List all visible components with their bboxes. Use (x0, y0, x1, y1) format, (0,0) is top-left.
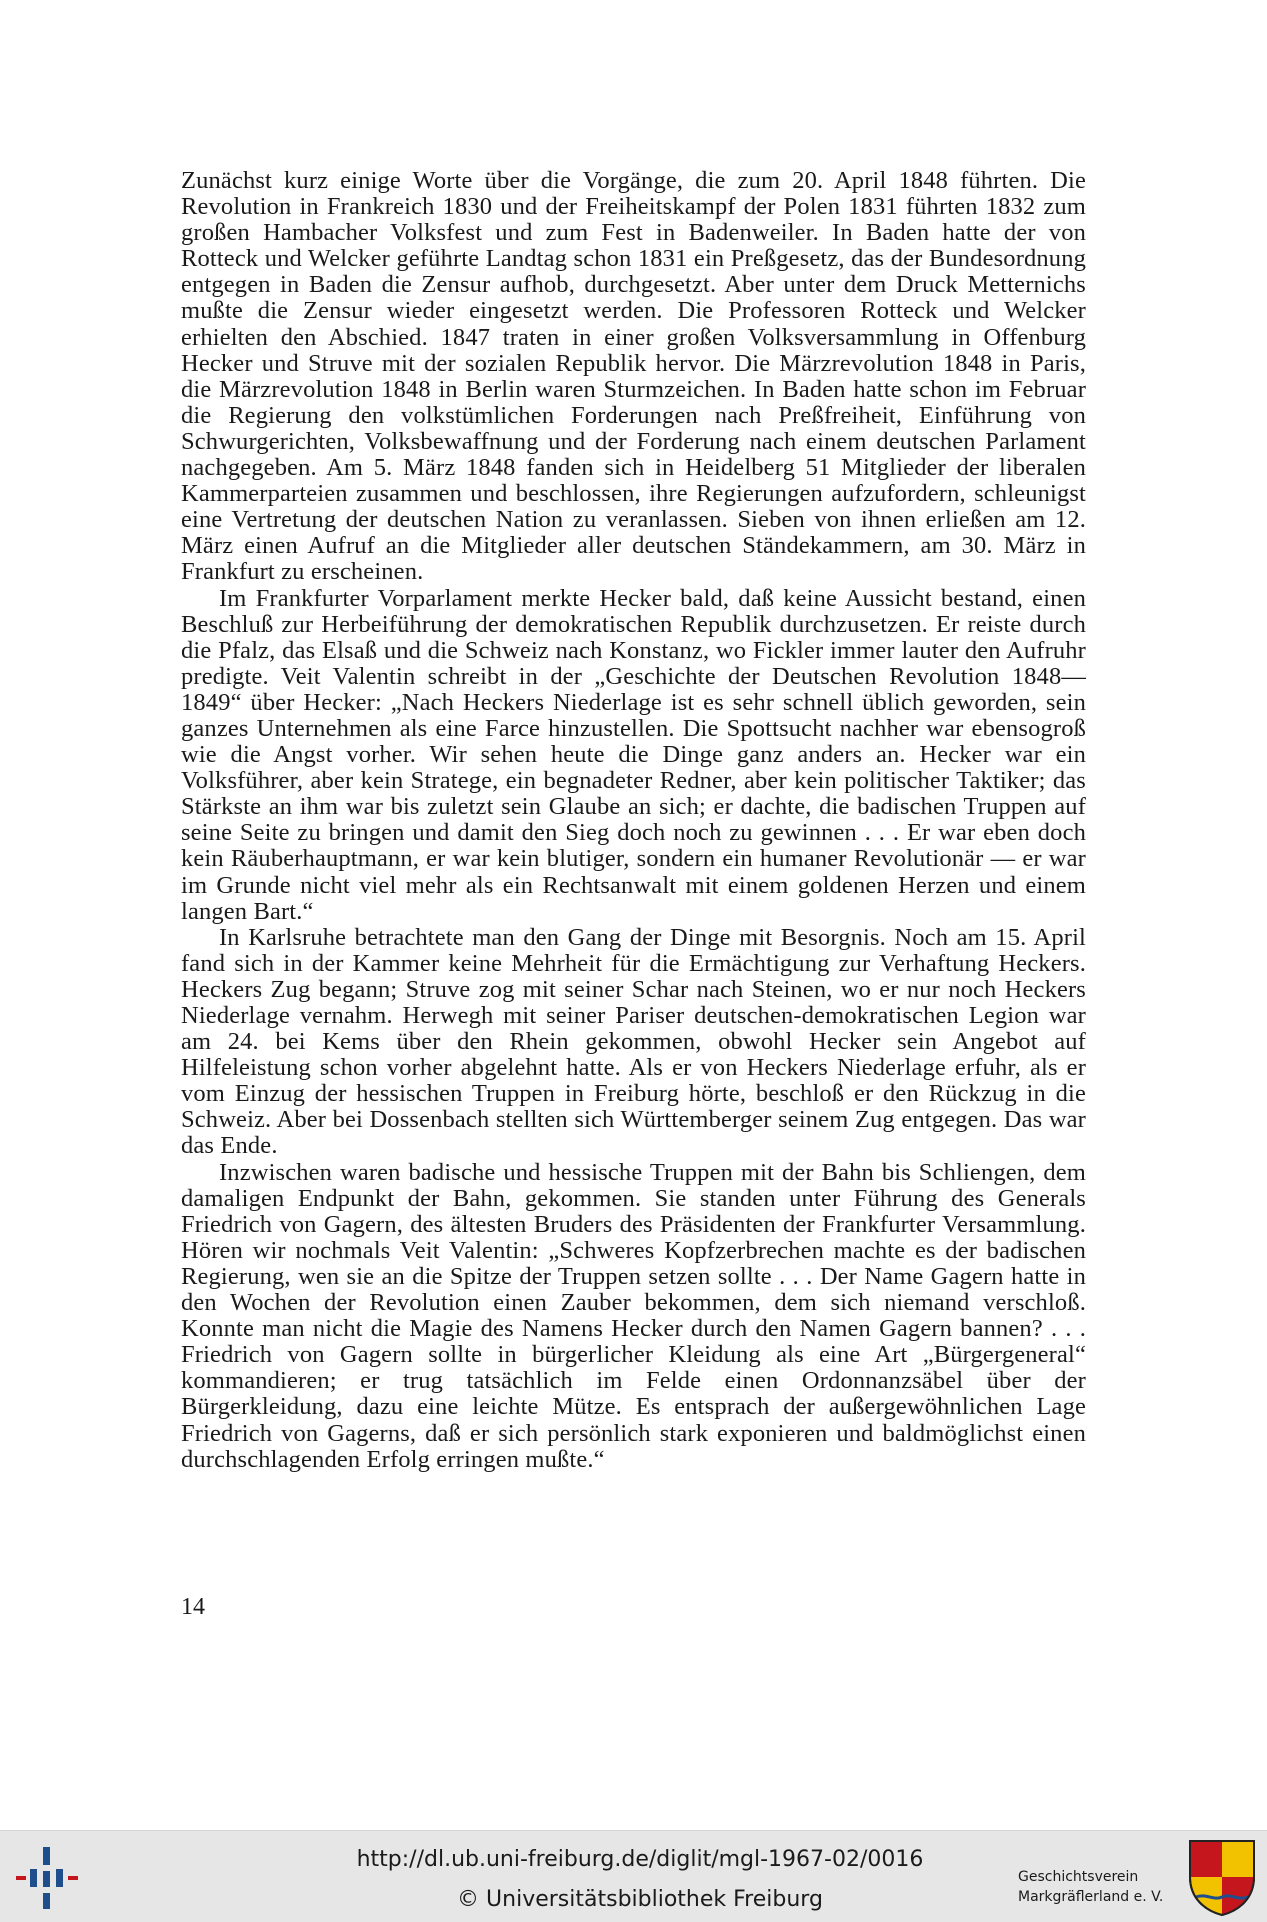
coat-of-arms-icon (1186, 1837, 1258, 1917)
page-number: 14 (181, 1594, 205, 1620)
body-text (181, 168, 1086, 1473)
paragraph: Zunächst kurz einige Worte über die Vorgänge, die zum 20. April 1848 führten. Die Revolution in Frankreich 1830 und der Freiheitskampf der Polen 1831 führten 1832 zum großen Hambacher Volksfest und zum Fest in Badenweiler. In Baden hatte der von Rotteck und Welcker geführte Landtag schon 1831 ein Preßgesetz, das der Bundesordnung entgegen in Baden die Zensur aufhob, durchgesetzt. Aber unter dem Druck Metternichs mußte die Zensur wieder eingesetzt werden. Die Professoren Rotteck und Welcker erhielten den Abschied. 1847 traten in einer großen Volksversammlung in Offenburg Hecker und Struve mit der sozialen Republik hervor. Die Märzrevolution 1848 in Paris, die Märzrevolution 1848 in Berlin waren Sturmzeichen. In Baden hatte schon im Februar die Regierung den volkstümlichen Forderungen nach Preßfreiheit, Einführung von Schwurgerichten, Volksbewaffnung und der Forderung nach einem deutschen Parlament nachgegeben. Am 5. März 1848 fanden sich in Heidelberg 51 Mitglieder der liberalen Kammerparteien zusammen und beschlossen, ihre Regierungen aufzufordern, schleunigst eine Vertretung der deutschen Nation zu veranlassen. Sieben von ihnen erließen am 12. März einen Aufruf an die Mitglieder aller deutschen Ständekammern, am 30. März in Frankfurt zu erscheinen. (181, 167, 1086, 586)
paragraph: In Karlsruhe betrachtete man den Gang der Dinge mit Besorgnis. Noch am 15. April fand sich in der Kammer keine Mehrheit für die Ermächtigung zur Verhaftung Heckers. Heckers Zug begann; Struve zog mit seiner Schar nach Steinen, wo er nur noch Heckers Niederlage vernahm. Herwegh mit seiner Pariser deutschen-demokratischen Legion war am 24. bei Kems über den Rhein gekommen, obwohl Hecker sein Angebot auf Hilfeleistung schon vorher abgelehnt hatte. Als er von Heckers Niederlage erfuhr, als er vom Einzug der hessischen Truppen in Freiburg hörte, beschloß er den Rückzug in die Schweiz. Aber bei Dossenbach stellten sich Württemberger seinem Zug entgegen. Das war das Ende. (181, 923, 1086, 1160)
ub-freiburg-logo-icon[interactable] (16, 1847, 80, 1909)
society-line: Markgräflerland e. V. (1018, 1889, 1164, 1905)
society-name (1018, 1867, 1178, 1907)
viewer-footer (0, 1830, 1267, 1922)
copyright-notice: © Universitätsbibliothek Freiburg (457, 1887, 823, 1912)
permalink-url[interactable]: http://dl.ub.uni-freiburg.de/diglit/mgl-1967-02/0016 (356, 1847, 924, 1872)
society-line: Geschichtsverein (1018, 1869, 1139, 1885)
paragraph: Im Frankfurter Vorparlament merkte Hecker bald, daß keine Aussicht bestand, einen Beschluß zur Herbeiführung der demokratischen Republik durchzusetzen. Er reiste durch die Pfalz, das Elsaß und die Schweiz nach Konstanz, wo Fickler immer lauter den Aufruhr predigte. Veit Valentin schreibt in der „Geschichte der Deutschen Revolution 1848—1849“ über Hecker: „Nach Heckers Niederlage ist es sehr schnell üblich geworden, sein ganzes Unternehmen als eine Farce hinzustellen. Die Spottsucht nachher war ebensogroß wie die Angst vorher. Wir sehen heute die Dinge ganz anders an. Hecker war ein Volksführer, aber kein Stratege, ein begnadeter Redner, aber kein politischer Taktiker; das Stärkste an ihm war bis zuletzt sein Glaube an sich; er dachte, die badischen Truppen auf seine Seite zu bringen und damit den Sieg doch noch zu gewinnen . . . Er war eben doch kein Räuberhauptmann, er war kein blutiger, sondern ein humaner Revolutionär — er war im Grunde nicht viel mehr als ein Rechtsanwalt mit einem goldenen Herzen und einem langen Bart.“ (181, 584, 1086, 925)
paragraph: Inzwischen waren badische und hessische Truppen mit der Bahn bis Schliengen, dem damaligen Endpunkt der Bahn, gekommen. Sie standen unter Führung des Generals Friedrich von Gagern, des ältesten Bruders des Präsidenten der Frankfurter Versammlung. Hören wir nochmals Veit Valentin: „Schweres Kopfzerbrechen machte es der badischen Regierung, wen sie an die Spitze der Truppen setzen sollte . . . Der Name Gagern hatte in den Wochen der Revolution einen Zauber bekommen, dem sich niemand verschloß. Konnte man nicht die Magie des Namens Hecker durch den Namen Gagern bannen? . . . Friedrich von Gagern sollte in bürgerlicher Kleidung als eine Art „Bürgergeneral“ kommandieren; er trug tatsächlich im Felde einen Ordonnanzsäbel über der Bürgerkleidung, dazu eine leichte Mütze. Es entsprach der außergewöhnlichen Lage Friedrich von Gagerns, daß er sich persönlich stark exponieren und baldmöglichst einen durchschlagenden Erfolg erringen mußte.“ (181, 1158, 1086, 1473)
